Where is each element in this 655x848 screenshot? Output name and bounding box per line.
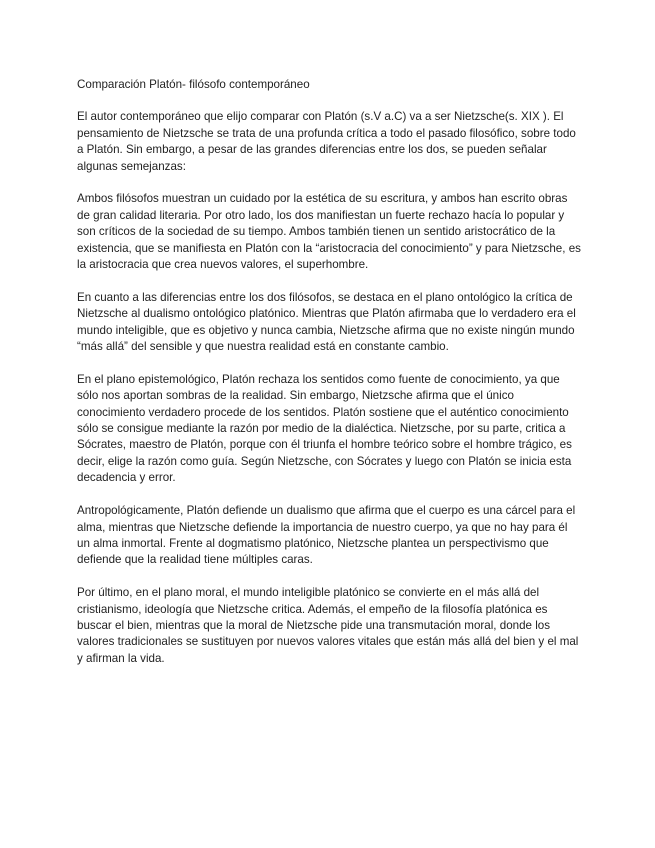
paragraph-similarities: Ambos filósofos muestran un cuidado por la estética de su escritura, y ambos han escrito obras de gran calidad literaria. Por otro lado, los dos manifiestan un fuerte rechazo hacía lo popular y son críticos de la sociedad de su tiempo. Ambos también tienen un sentido aristocrático de la existencia, que se manifiesta en Platón con la “aristocracia del conocimiento” y para Nietzsche, es la aristocracia que crea nuevos valores, el superhombre. bbox=[77, 192, 581, 272]
paragraph-morality: Por último, en el plano moral, el mundo inteligible platónico se convierte en el más allá del cristianismo, ideología que Nietzsche critica. Además, el empeño de la filosofía platónica es buscar el bien, mientras que la moral de Nietzsche pide una transmutación moral, donde los valores tradicionales se sustituyen por nuevos valores vitales que están más allá del bien y el mal y afirman la vida. bbox=[77, 586, 579, 665]
document-title: Comparación Platón- filósofo contemporáneo bbox=[77, 78, 310, 91]
paragraph-anthropology: Antropológicamente, Platón defiende un dualismo que afirma que el cuerpo es una cárcel para el alma, mientras que Nietzsche defiende la importancia de nuestro cuerpo, ya que no hay para él un alma inmortal. Frente al dogmatismo platónico, Nietzsche plantea un perspectivismo que defiende que la realidad tiene múltiples caras. bbox=[77, 504, 576, 567]
paragraph-epistemology: En el plano epistemológico, Platón rechaza los sentidos como fuente de conocimiento, ya que sólo nos aportan sombras de la realidad. Sin embargo, Nietzsche afirma que el único conocimiento verdadero procede de los sentidos. Platón sostiene que el auténtico conocimiento sólo se consigue mediante la razón por medio de la dialéctica. Nietzsche, por su parte, critica a Sócrates, maestro de Platón, porque con él triunfa el hombre teórico sobre el hombre trágico, es decir, elige la razón como guía. Según Nietzsche, con Sócrates y luego con Platón se inicia esta decadencia y error. bbox=[77, 372, 572, 485]
paragraph-intro: El autor contemporáneo que elijo comparar con Platón (s.V a.C) va a ser Nietzsche(s. XIX ). El pensamiento de Nietzsche se trata de una profunda crítica a todo el pasado filosófico, sobre todo a Platón. Sin embargo, a pesar de las grandes diferencias entre los dos, se pueden señalar algunas semejanzas: bbox=[77, 110, 576, 173]
paragraph-ontology: En cuanto a las diferencias entre los dos filósofos, se destaca en el plano ontológico la crítica de Nietzsche al dualismo ontológico platónico. Mientras que Platón afirmaba que lo verdadero era el mundo inteligible, que es objetivo y nunca cambia, Nietzsche afirma que no existe ningún mundo “más allá” del sensible y que nuestra realidad está en constante cambio. bbox=[77, 290, 576, 354]
document-body bbox=[77, 77, 583, 684]
